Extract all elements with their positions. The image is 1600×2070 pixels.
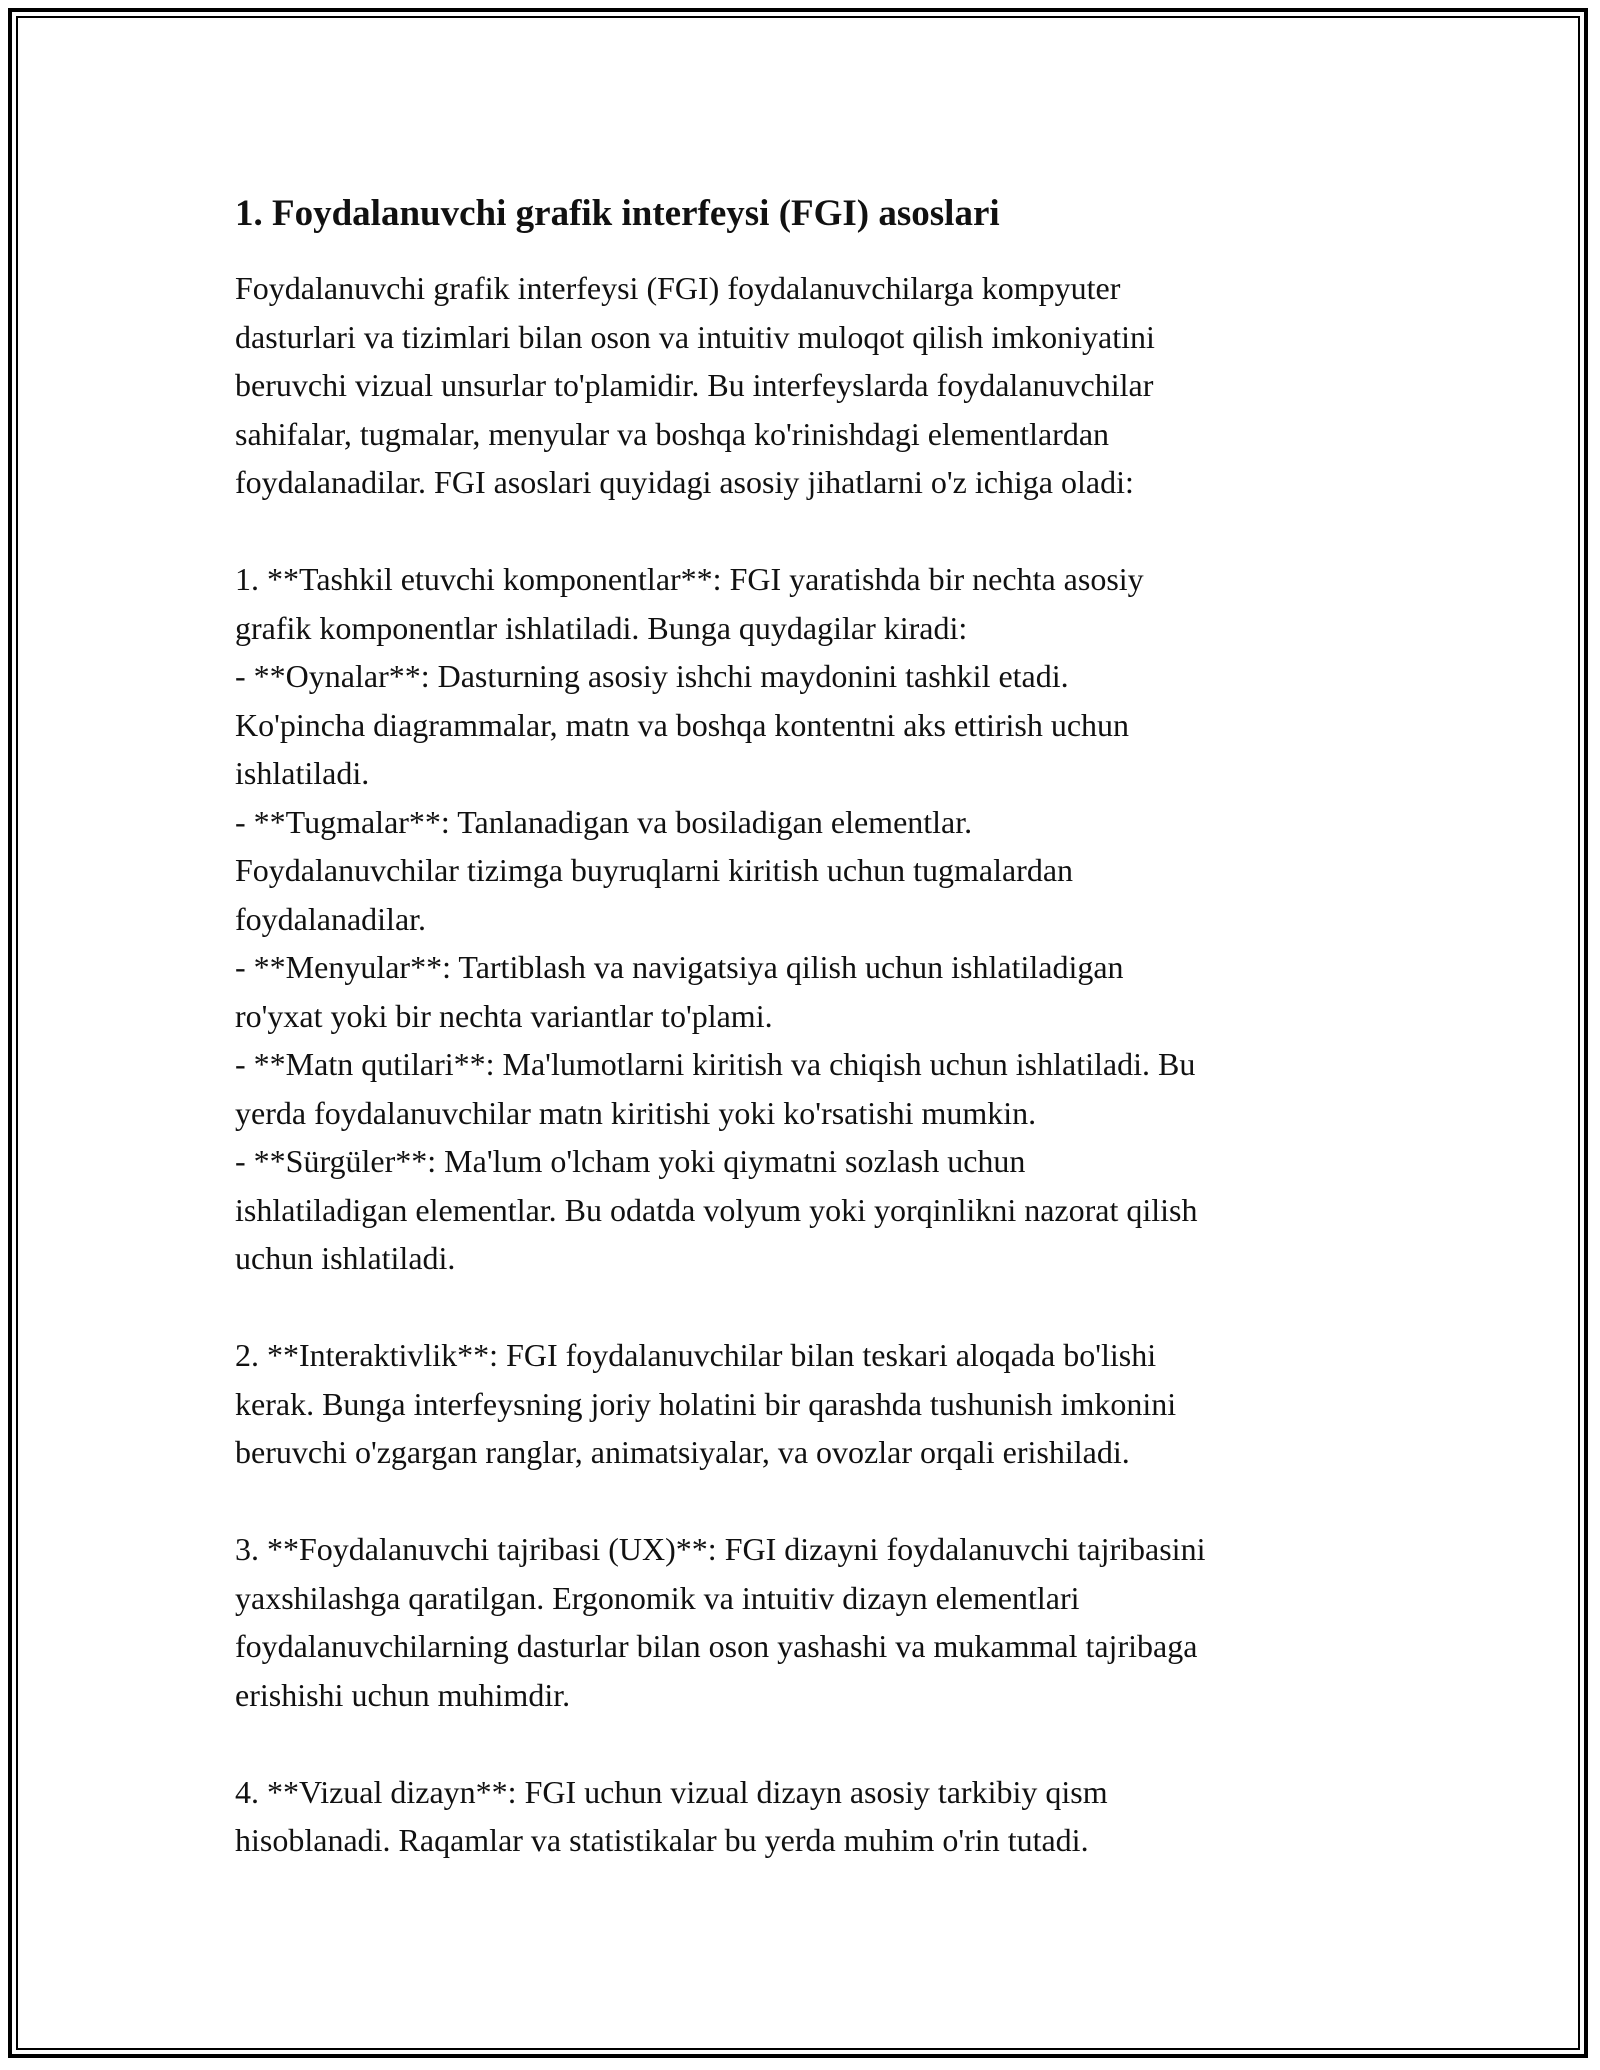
paragraph-gap bbox=[235, 1719, 1375, 1768]
document-heading: 1. Foydalanuvchi grafik interfeysi (FGI) asoslari bbox=[235, 193, 1000, 234]
section-visual-design: 4. **Vizual dizayn**: FGI uchun vizual dizayn asosiy tarkibiy qism hisoblanadi. Raqamlar va statistikalar bu yerda muhim o'rin tutadi. bbox=[235, 1773, 1108, 1858]
section-interactivity: 2. **Interaktivlik**: FGI foydalanuvchilar bilan teskari aloqada bo'lishi kerak. Bunga interfeysning joriy holatini bir qarashda tushunish imkonini beruvchi o'zgargan ranglar, animatsiyalar, va ovozlar orqali erishiladi. bbox=[235, 1337, 1177, 1470]
section-user-experience: 3. **Foydalanuvchi tajribasi (UX)**: FGI dizayni foydalanuvchi tajribasini yaxshilashga qaratilgan. Ergonomik va intuitiv dizayn elementlari foydalanuvchilarning dasturlar bilan oson yashashi va mukammal tajribaga erishishi uchun muhimdir. bbox=[235, 1531, 1206, 1713]
paragraph-gap bbox=[235, 507, 1375, 556]
paragraph-gap bbox=[235, 1283, 1375, 1332]
document-body bbox=[235, 190, 1375, 1865]
section-components: 1. **Tashkil etuvchi komponentlar**: FGI yaratishda bir nechta asosiy grafik komponentlar ishlatiladi. Bunga quydagilar kiradi: - **Oynalar**: Dasturning asosiy ishchi maydonini tashkil etadi. Ko'pincha diagrammalar, matn va boshqa kontentni aks ettirish uchun ishlatiladi. - **Tugmalar**: Tanlanadigan va bosiladigan elementlar. Foydalanuvchilar tizimga buyruqlarni kiritish uchun tugmalardan foydalanadilar. - **Menyular**: Tartiblash va navigatsiya qilish uchun ishlatiladigan ro'yxat yoki bir nechta variantlar to'plami. - **Matn qutilari**: Ma'lumotlarni kiritish va chiqish uchun ishlatiladi. Bu yerda foydalanuvchilar matn kiritishi yoki ko'rsatishi mumkin. - **Sürgüler**: Ma'lum o'lcham yoki qiymatni sozlash uchun ishlatiladigan elementlar. Bu odatda volyum yoki yorqinlikni nazorat qilish uchun ishlatiladi. bbox=[235, 561, 1198, 1276]
intro-paragraph: Foydalanuvchi grafik interfeysi (FGI) foydalanuvchilarga kompyuter dasturlari va tizimlari bilan oson va intuitiv muloqot qilish imkoniyatini beruvchi vizual unsurlar to'plamidir. Bu interfeyslarda foydalanuvchilar sahifalar, tugmalar, menyular va boshqa ko'rinishdagi elementlardan foydalanadilar. FGI asoslari quyidagi asosiy jihatlarni o'z ichiga oladi: bbox=[235, 270, 1155, 500]
paragraph-gap bbox=[235, 1477, 1375, 1526]
